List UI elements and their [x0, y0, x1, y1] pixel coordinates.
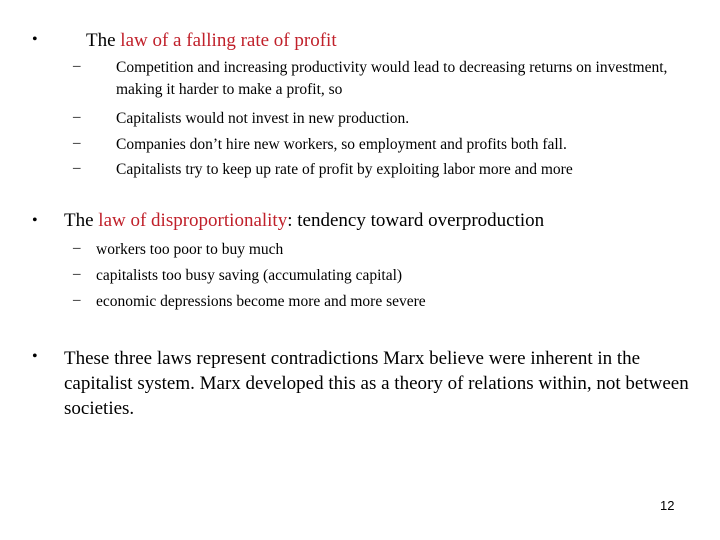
page-number: 12 — [660, 498, 675, 513]
section2-item-2: capitalists too busy saving (accumulating capital) — [96, 267, 403, 284]
heading-prefix: The — [86, 30, 121, 51]
heading-highlight: law of disproportionality — [98, 210, 288, 231]
dash-7: – — [73, 292, 81, 308]
section1-item-3: Companies don’t hire new workers, so employment and profits both fall. — [116, 136, 567, 153]
section1-item-4: Capitalists try to keep up rate of profit by exploiting labor more and more — [116, 161, 573, 178]
heading-suffix: : tendency toward overproduction — [287, 210, 545, 231]
bullet-section-2: • — [32, 212, 38, 229]
section3-paragraph: These three laws represent contradictions Marx believe were inherent in the capitalist system. Marx developed this as a theory of relations within, not between societies. — [64, 348, 689, 419]
heading-law-falling-rate — [86, 30, 337, 52]
heading-law-disproportionality — [64, 210, 544, 232]
bullet-section-3: • — [32, 348, 38, 365]
section1-item-2: Capitalists would not invest in new production. — [116, 110, 410, 127]
section2-item-1: workers too poor to buy much — [96, 241, 284, 258]
bullet-section-1: • — [32, 31, 38, 48]
dash-2: – — [73, 109, 81, 125]
dash-4: – — [73, 160, 81, 176]
dash-6: – — [73, 266, 81, 282]
section1-item-1: Competition and increasing productivity would lead to decreasing returns on investment, making it harder to make a profit, so — [116, 59, 668, 98]
dash-1: – — [73, 58, 81, 74]
dash-3: – — [73, 135, 81, 151]
heading-prefix: The — [64, 210, 99, 231]
dash-5: – — [73, 240, 81, 256]
heading-highlight: law of a falling rate of profit — [120, 30, 337, 51]
section2-item-3: economic depressions become more and more severe — [96, 293, 426, 310]
